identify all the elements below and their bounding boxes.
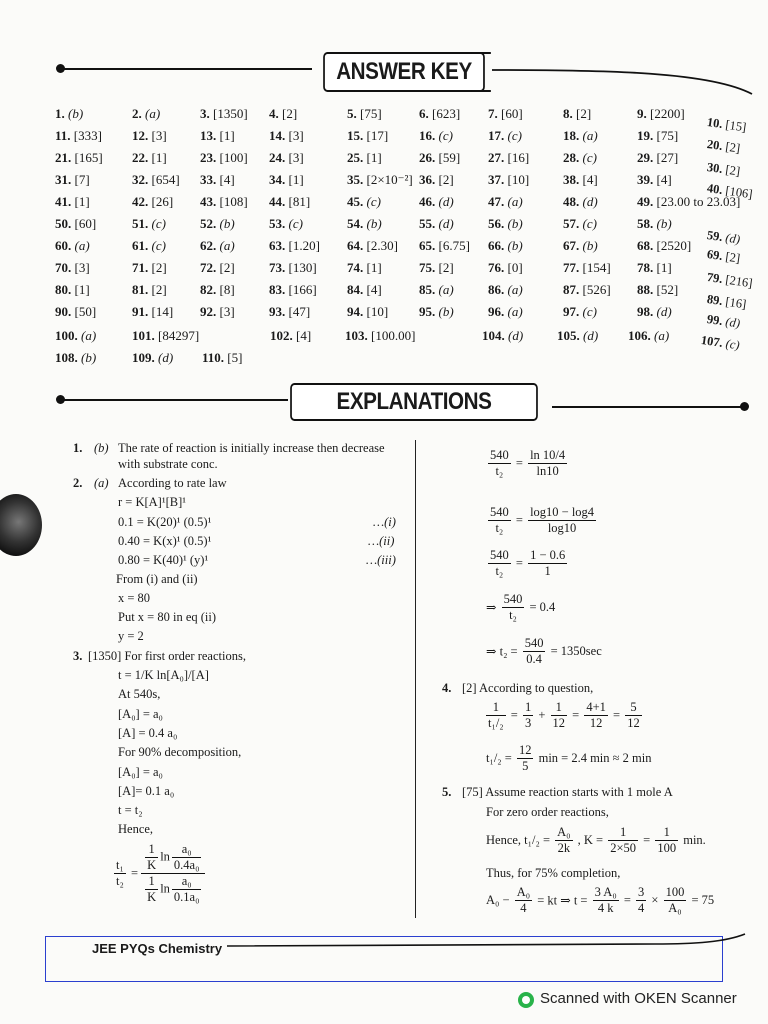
explanation-5-line-3: Thus, for 75% completion, — [486, 866, 621, 880]
answer-65: 65. [6.75] — [419, 238, 470, 253]
answer-76: 76. [0] — [488, 260, 523, 275]
answer-88: 88. [52] — [637, 282, 679, 297]
answer-40: 40. [106] — [706, 181, 754, 202]
explanation-2-number: 2. — [73, 476, 83, 490]
answer-82: 82. [8] — [200, 282, 235, 297]
answer-87: 87. [526] — [563, 282, 611, 297]
answer-26: 26. [59] — [419, 150, 461, 165]
answer-96: 96. (a) — [488, 304, 523, 319]
answer-key-banner: ANSWER KEY — [323, 52, 485, 92]
answer-47: 47. (a) — [488, 194, 523, 209]
explanation-2-line-8: y = 2 — [118, 629, 144, 643]
right-step-3: $\frac{540}{\text{t₂}}$ = $\frac{1 - 0.6}{1}$ — [490, 548, 566, 578]
answer-89: 89. [16] — [706, 292, 748, 312]
explanation-3-line-6: [A₀] = a₀ — [118, 765, 163, 779]
answer-33: 33. [4] — [200, 172, 235, 187]
answer-81: 81. [2] — [132, 282, 167, 297]
explanation-2-line-7: Put x = 80 in eq (ii) — [118, 610, 217, 624]
answer-12: 12. [3] — [132, 128, 167, 143]
answer-110: 110. [5] — [202, 350, 243, 365]
answer-62: 62. (a) — [200, 238, 235, 253]
answer-58: 58. (b) — [637, 216, 672, 231]
explanation-3-line-4: [A] = 0.4 a₀ — [118, 726, 178, 740]
answer-75: 75. [2] — [419, 260, 454, 275]
answer-13: 13. [1] — [200, 128, 235, 143]
answer-34: 34. [1] — [269, 172, 304, 187]
explanation-2-line-1: r = K[A]¹[B]¹ — [118, 495, 186, 509]
explanation-3-line-9: Hence, — [118, 822, 154, 836]
answer-28: 28. (c) — [563, 150, 597, 165]
explanation-2-line-3: 0.40 = K(x)¹ (0.5)¹ — [118, 534, 212, 548]
answer-49: 49. [23.00 to 23.03] — [637, 194, 741, 209]
answer-109: 109. (d) — [132, 350, 174, 365]
answer-35: 35. [2×10⁻²] — [347, 172, 413, 187]
answer-24: 24. [3] — [269, 150, 304, 165]
explanation-3-number: 3. — [73, 649, 83, 663]
answer-41: 41. [1] — [55, 194, 90, 209]
explanation-3-ratio-formula: $\frac{\text{t₁}}{\text{t₂}}$ = $\frac{1}{K}$ ln $\frac{\text{a₀}}{\text{0.4a₀}}$ $\frac{1}{K}$ ln $\frac{\text{a₀}}{\text{0.1a₀}}$ — [112, 842, 205, 905]
right-step-2: $\frac{540}{\text{t₂}}$ = $\frac{\log 10 - \log 4}{\log 10}$ — [490, 505, 595, 535]
answer-36: 36. [2] — [419, 172, 454, 187]
answer-94: 94. [10] — [347, 304, 389, 319]
answer-43: 43. [108] — [200, 194, 248, 209]
explanation-3-line-8: t = t₂ — [118, 803, 143, 817]
answer-67: 67. (b) — [563, 238, 598, 253]
answer-21: 21. [165] — [55, 150, 103, 165]
answer-25: 25. [1] — [347, 150, 382, 165]
footer-title: JEE PYQs Chemistry — [92, 941, 223, 956]
answer-20: 20. [2] — [706, 137, 742, 156]
explanation-3-line-5: For 90% decomposition, — [118, 745, 242, 759]
answer-108: 108. (b) — [55, 350, 97, 365]
explanation-1-answer: (b) — [94, 441, 109, 455]
answer-9: 9. [2200] — [637, 106, 685, 121]
answer-102: 102. [4] — [270, 328, 312, 343]
answer-1: 1. (b) — [55, 106, 84, 121]
answer-5: 5. [75] — [347, 106, 382, 121]
answer-32: 32. [654] — [132, 172, 180, 187]
explanation-2-line-5: From (i) and (ii) — [116, 572, 198, 586]
answer-14: 14. [3] — [269, 128, 304, 143]
answer-37: 37. [10] — [488, 172, 530, 187]
explanation-3-line-1: t = 1/K ln[A₀]/[A] — [118, 668, 209, 682]
explanation-3-line-2: At 540s, — [118, 687, 161, 701]
answer-15: 15. [17] — [347, 128, 389, 143]
explanation-5-line-1: For zero order reactions, — [486, 805, 609, 819]
answer-93: 93. [47] — [269, 304, 311, 319]
answer-4: 4. [2] — [269, 106, 298, 121]
right-step-1: $\frac{540}{\text{t₂}}$ = $\frac{\ln 10/4}{\ln 10}$ — [490, 448, 566, 478]
explanation-1-number: 1. — [73, 441, 83, 455]
answer-98: 98. (d) — [637, 304, 672, 319]
answer-2: 2. (a) — [132, 106, 161, 121]
explanation-3-line-3: [A₀] = a₀ — [118, 707, 163, 721]
header-rule-right — [490, 60, 760, 100]
header-rule-left — [60, 68, 312, 70]
answer-55: 55. (d) — [419, 216, 454, 231]
answer-83: 83. [166] — [269, 282, 317, 297]
answer-30: 30. [2] — [706, 160, 742, 179]
answer-66: 66. (b) — [488, 238, 523, 253]
answer-16: 16. (c) — [419, 128, 453, 143]
answer-59: 59. (d) — [706, 228, 742, 247]
explanation-5-line-4: A₀ − $\frac{\text{A₀}}{4}$ = kt ⇒ t = $\frac{\text{3 A₀}}{4 k}$ = $\frac{3}{4}$ × $\frac{100}{\text{A₀}}$ = 75 — [486, 885, 715, 915]
answer-71: 71. [2] — [132, 260, 167, 275]
answer-48: 48. (d) — [563, 194, 598, 209]
answer-38: 38. [4] — [563, 172, 598, 187]
explanations-rule-left — [60, 399, 288, 401]
answer-23: 23. [100] — [200, 150, 248, 165]
oken-scanner-logo-icon — [518, 992, 534, 1008]
answer-91: 91. [14] — [132, 304, 174, 319]
answer-99: 99. (d) — [706, 312, 742, 331]
explanation-5-text: [75] Assume reaction starts with 1 mole A — [462, 785, 673, 799]
explanation-1-text-line-2: with substrate conc. — [118, 457, 218, 471]
answer-104: 104. (d) — [482, 328, 524, 343]
explanation-4-line-1: $\frac{1}{\text{t₁/₂}}$ = $\frac{1}{3}$ + $\frac{1}{12}$ = $\frac{4+1}{12}$ = $\frac{5}{12}$ — [488, 700, 640, 730]
ratio-t1-t2: $\frac{\text{t₁}}{\text{t₂}}$ — [116, 858, 124, 888]
answer-105: 105. (d) — [557, 328, 599, 343]
answer-92: 92. [3] — [200, 304, 235, 319]
answer-22: 22. [1] — [132, 150, 167, 165]
explanation-2-tag-2: …(i) — [373, 515, 396, 529]
explanation-3-line-7: [A]= 0.1 a₀ — [118, 784, 175, 798]
answer-29: 29. [27] — [637, 150, 679, 165]
answer-31: 31. [7] — [55, 172, 90, 187]
answer-73: 73. [130] — [269, 260, 317, 275]
answer-106: 106. (a) — [628, 328, 670, 343]
answer-57: 57. (c) — [563, 216, 597, 231]
explanation-2-line-2: 0.1 = K(20)¹ (0.5)¹ — [118, 515, 212, 529]
explanations-rule-right — [552, 406, 748, 408]
explanation-2-line-6: x = 80 — [118, 591, 151, 605]
answer-69: 69. [2] — [706, 247, 742, 266]
explanation-5-number: 5. — [442, 785, 452, 799]
answer-10: 10. [15] — [706, 115, 748, 135]
answer-17: 17. (c) — [488, 128, 522, 143]
answer-97: 97. (c) — [563, 304, 597, 319]
explanation-2-tag-3: …(ii) — [368, 534, 395, 548]
answer-8: 8. [2] — [563, 106, 592, 121]
explanation-4-number: 4. — [442, 681, 452, 695]
punch-hole — [0, 494, 42, 556]
answer-107: 107. (c) — [700, 333, 741, 353]
answer-77: 77. [154] — [563, 260, 611, 275]
explanation-4-text: [2] According to question, — [462, 681, 594, 695]
column-divider — [415, 440, 416, 918]
explanation-3-text: [1350] For first order reactions, — [88, 649, 246, 663]
answer-64: 64. [2.30] — [347, 238, 398, 253]
answer-7: 7. [60] — [488, 106, 523, 121]
answer-54: 54. (b) — [347, 216, 382, 231]
answer-95: 95. (b) — [419, 304, 454, 319]
answer-60: 60. (a) — [55, 238, 90, 253]
answer-27: 27. [16] — [488, 150, 530, 165]
answer-74: 74. [1] — [347, 260, 382, 275]
answer-100: 100. (a) — [55, 328, 97, 343]
answer-6: 6. [623] — [419, 106, 461, 121]
explanation-4-line-2: t₁/₂ = $\frac{12}{5}$ min = 2.4 min ≈ 2 min — [486, 743, 652, 773]
answer-45: 45. (c) — [347, 194, 381, 209]
answer-90: 90. [50] — [55, 304, 97, 319]
answer-86: 86. (a) — [488, 282, 523, 297]
answer-79: 79. [216] — [706, 270, 754, 291]
answer-61: 61. (c) — [132, 238, 166, 253]
answer-70: 70. [3] — [55, 260, 90, 275]
explanation-2-line-4: 0.80 = K(40)¹ (y)¹ — [118, 553, 209, 567]
answer-19: 19. [75] — [637, 128, 679, 143]
explanation-1-text-line-1: The rate of reaction is initially increase then decrease — [118, 441, 385, 455]
explanations-banner: EXPLANATIONS — [290, 383, 538, 421]
scanner-watermark: Scanned with OKEN Scanner — [540, 990, 737, 1007]
right-step-5: ⇒ t₂ = $\frac{540}{0.4}$ = 1350sec — [486, 636, 602, 666]
explanation-2-text: According to rate law — [118, 476, 227, 490]
answer-46: 46. (d) — [419, 194, 454, 209]
explanation-2-tag-4: …(iii) — [366, 553, 396, 567]
answer-103: 103. [100.00] — [345, 328, 416, 343]
answer-52: 52. (b) — [200, 216, 235, 231]
answer-72: 72. [2] — [200, 260, 235, 275]
answer-42: 42. [26] — [132, 194, 174, 209]
answer-53: 53. (c) — [269, 216, 303, 231]
answer-51: 51. (c) — [132, 216, 166, 231]
answer-44: 44. [81] — [269, 194, 311, 209]
answer-85: 85. (a) — [419, 282, 454, 297]
explanation-5-line-2: Hence, t₁/₂ = $\frac{\text{A₀}}{2k}$ , K = $\frac{1}{2\times 50}$ = $\frac{1}{100}$ min. — [486, 825, 706, 855]
answer-84: 84. [4] — [347, 282, 382, 297]
rule-dot-right — [740, 402, 749, 411]
footer-rule — [225, 924, 755, 954]
right-step-4: ⇒ $\frac{540}{\text{t₂}}$ = 0.4 — [486, 592, 556, 622]
answer-18: 18. (a) — [563, 128, 598, 143]
answer-68: 68. [2520] — [637, 238, 692, 253]
answer-78: 78. [1] — [637, 260, 672, 275]
answer-56: 56. (b) — [488, 216, 523, 231]
answer-63: 63. [1.20] — [269, 238, 320, 253]
answer-50: 50. [60] — [55, 216, 97, 231]
answer-101: 101. [84297] — [132, 328, 200, 343]
answer-39: 39. [4] — [637, 172, 672, 187]
answer-11: 11. [333] — [55, 128, 102, 143]
answer-80: 80. [1] — [55, 282, 90, 297]
explanation-2-answer: (a) — [94, 476, 109, 490]
answer-3: 3. [1350] — [200, 106, 248, 121]
